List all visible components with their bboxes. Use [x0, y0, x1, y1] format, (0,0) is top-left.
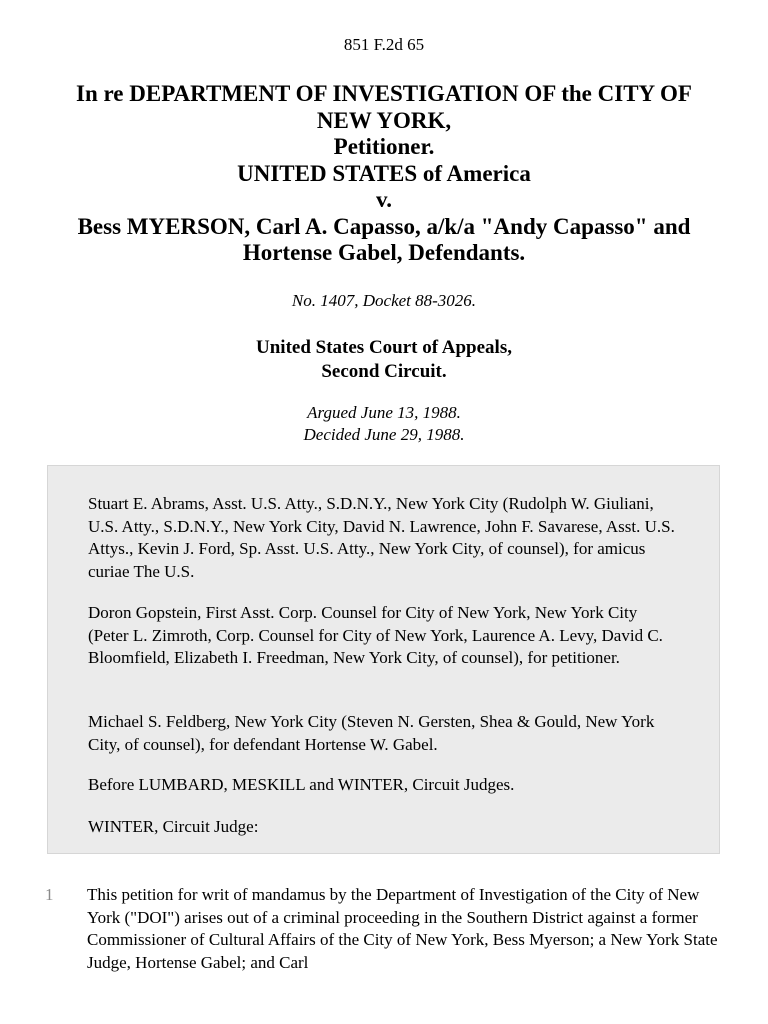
opinion-author: WINTER, Circuit Judge: [88, 817, 259, 836]
caption-line: NEW YORK, [316, 107, 452, 133]
counsel-amicus: Stuart E. Abrams, Asst. U.S. Atty., S.D.N.Y., New York City (Rudolph W. Giuliani, U.S. Atty., S.D.N.Y., New York City, David N. Lawrence, John F. Savarese, Asst. U.S. Attys., Kevin J. Ford, Sp. Asst. U.S. Atty., New York City, of counsel), for amicus curiae The U.S. [88, 494, 675, 581]
caption-line: UNITED STATES of America [237, 160, 531, 186]
caption-line: Hortense Gabel, Defendants. [242, 240, 526, 265]
paragraph-text: This petition for writ of mandamus by the Department of Investigation of the City of New York ("DOI") arises out of a criminal proceeding in the Southern District against a former Commissioner of Cultural Affairs of the City of New York, Bess Myerson; a New York State Judge, Hortense Gabel; and Carl [87, 885, 718, 972]
case-citation: 851 F.2d 65 [343, 35, 425, 54]
panel-judges: Before LUMBARD, MESKILL and WINTER, Circuit Judges. [88, 775, 515, 794]
counsel-petitioner: Doron Gopstein, First Asst. Corp. Counsel for City of New York, New York City (Peter L. Zimroth, Corp. Counsel for City of New York, Laurence A. Levy, David C. Bloomfield, Elizabeth I. Freedman, New York City, of counsel), for petitioner. [88, 603, 663, 668]
caption-line: Bess MYERSON, Carl A. Capasso, a/k/a "Andy Capasso" and [77, 213, 691, 239]
court-line: Second Circuit. [321, 361, 447, 382]
case-dates [0, 402, 768, 446]
decided-date: Decided June 29, 1988. [303, 425, 465, 444]
counsel-defendant: Michael S. Feldberg, New York City (Steven N. Gersten, Shea & Gould, New York City, of counsel), for defendant Hortense W. Gabel. [88, 712, 655, 754]
caption-line: In re DEPARTMENT OF INVESTIGATION OF the CITY OF [76, 81, 692, 106]
court-name [0, 336, 768, 384]
argued-date: Argued June 13, 1988. [307, 403, 461, 422]
caption-line: v. [376, 187, 392, 212]
caption-line: Petitioner. [333, 134, 435, 159]
paragraph-number[interactable]: 1 [45, 885, 54, 904]
case-caption [40, 81, 728, 267]
court-line: United States Court of Appeals, [256, 337, 512, 358]
docket-number: No. 1407, Docket 88-3026. [291, 291, 477, 310]
counsel-panel [47, 465, 720, 854]
